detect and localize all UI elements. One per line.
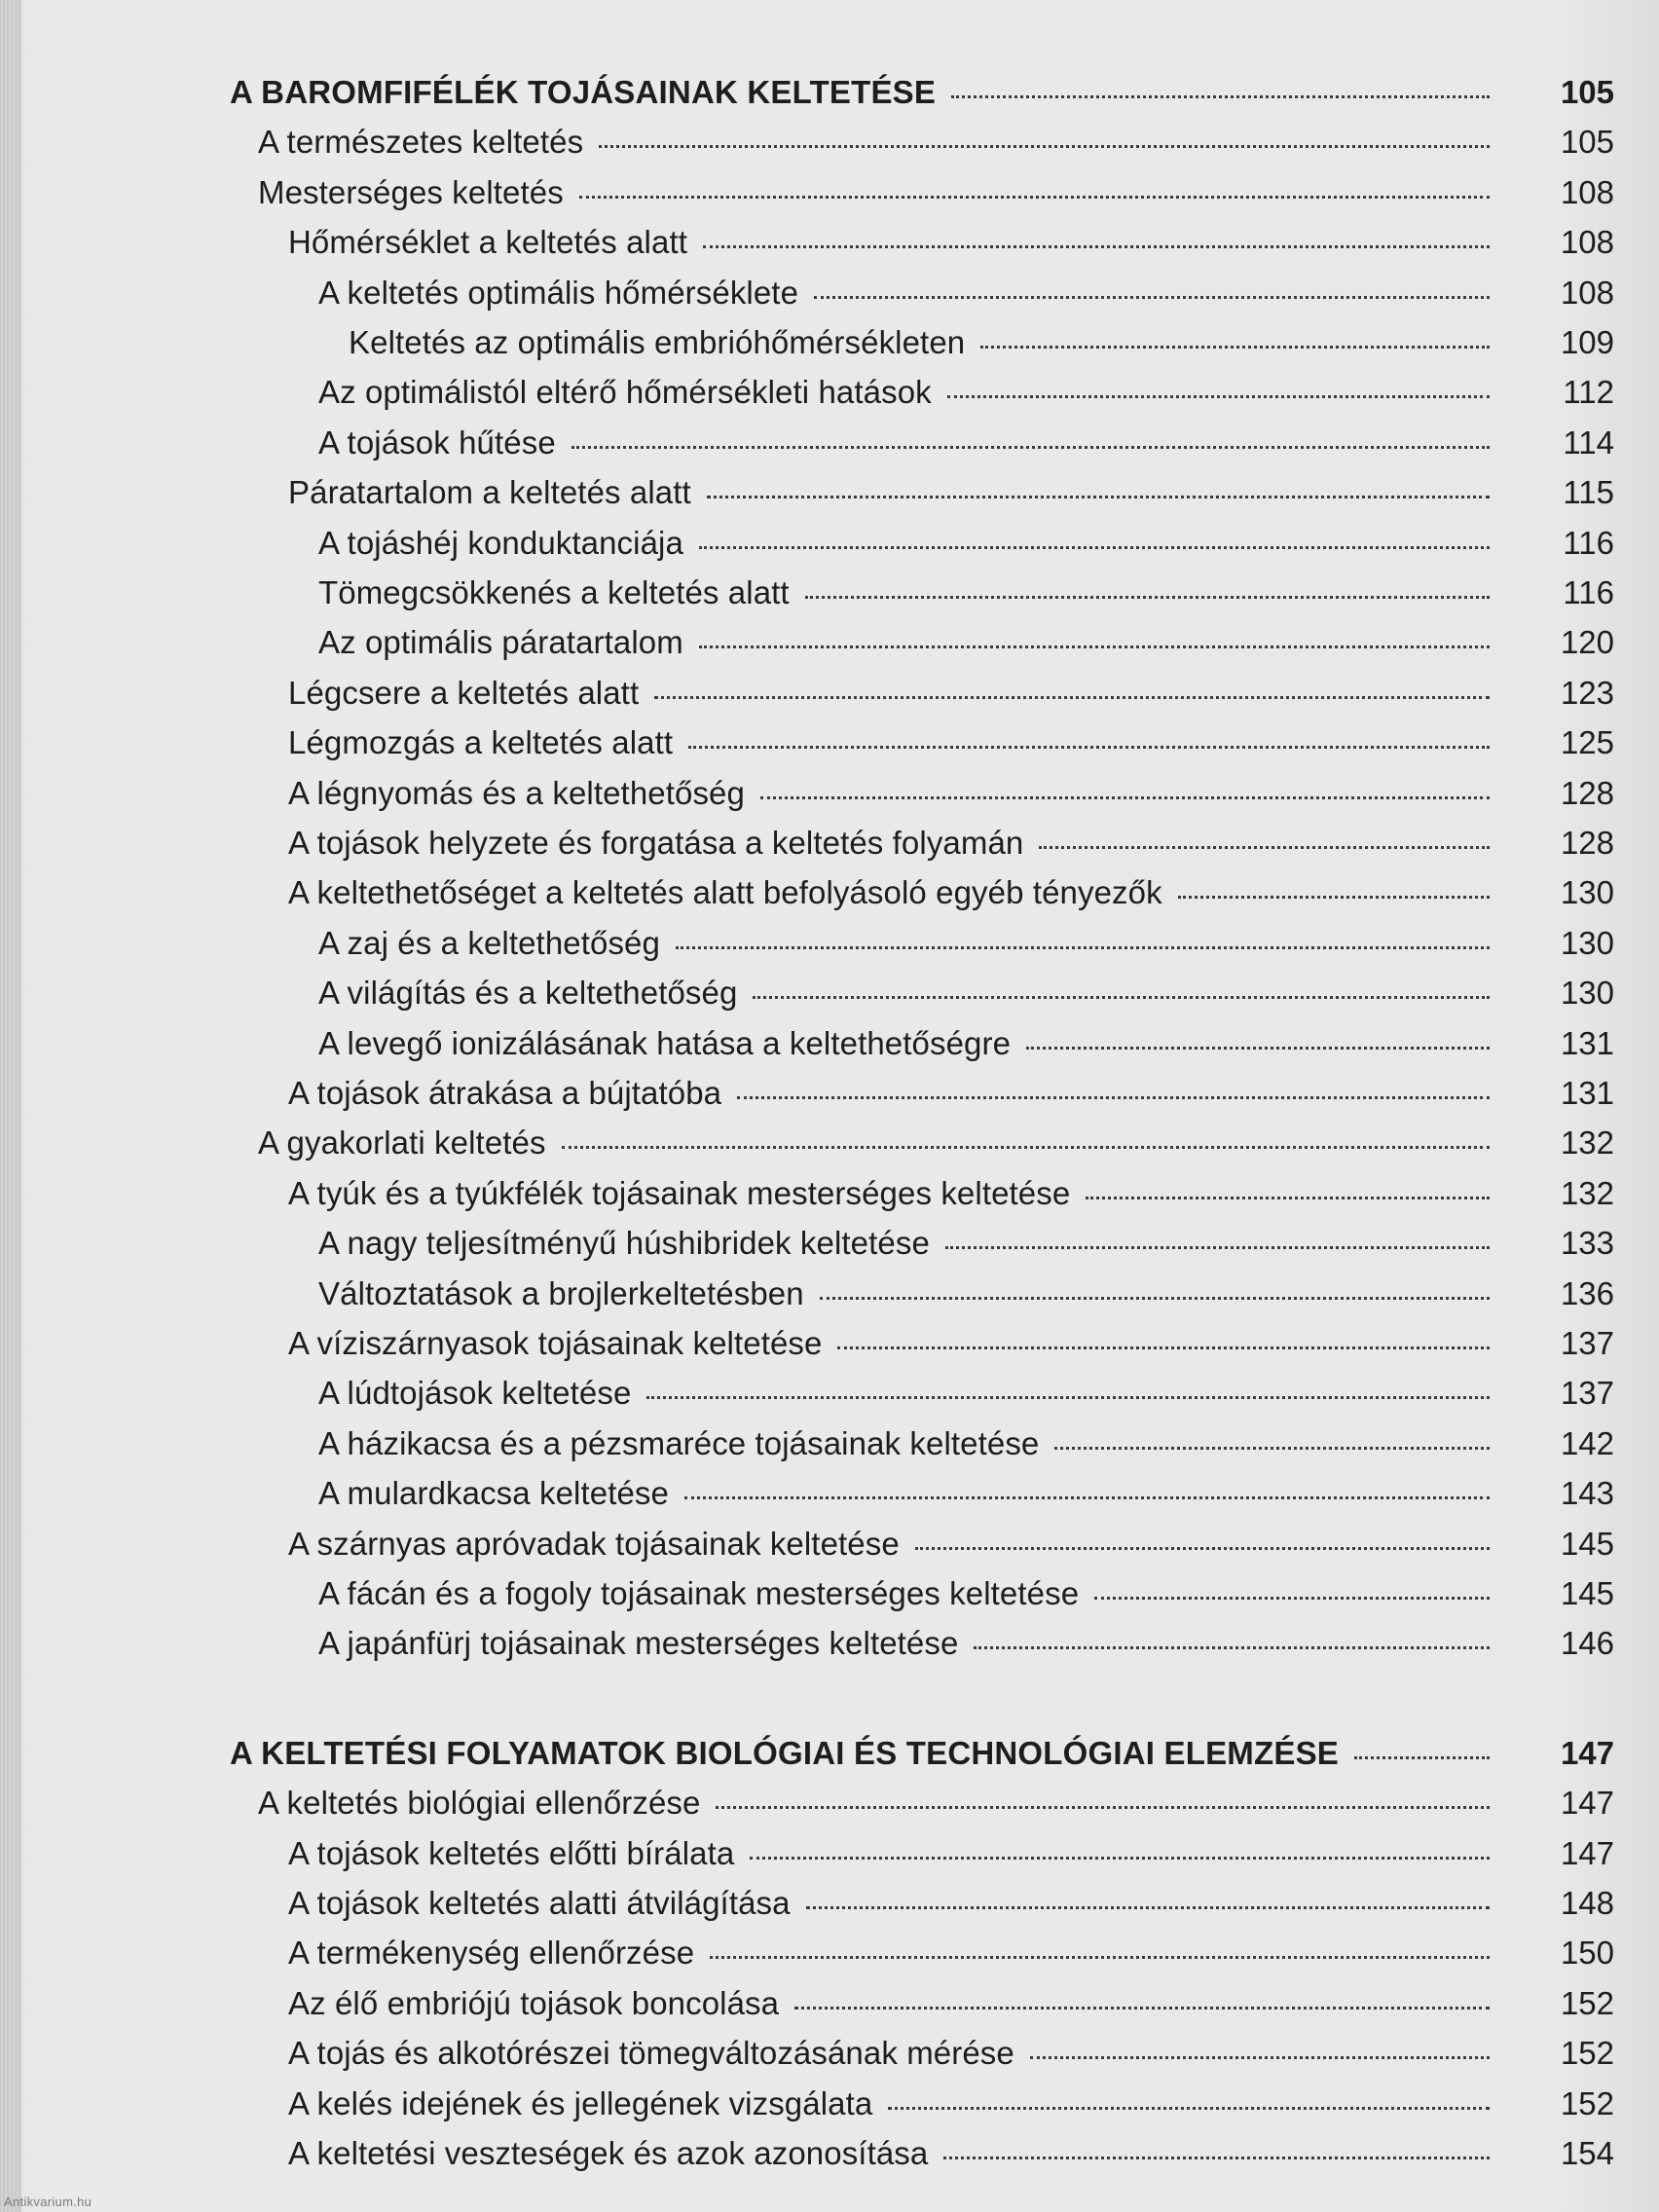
dot-leader [837, 1346, 1490, 1349]
toc-entry-title: A keltetés biológiai ellenőrzése [258, 1785, 701, 1821]
toc-entry-title: Változtatások a brojlerkeltetésben [318, 1275, 804, 1311]
toc-entry-title: A gyakorlati keltetés [258, 1124, 546, 1161]
toc-entry [0, 770, 1659, 817]
dot-leader [888, 2106, 1490, 2110]
toc-entry [0, 1420, 1659, 1467]
toc-entry-title: A világítás és a keltethetőség [318, 975, 738, 1011]
toc-entry [0, 2130, 1659, 2177]
toc-entry-title: A víziszárnyasok tojásainak keltetése [288, 1325, 823, 1361]
toc-entry-title: A nagy teljesítményű húshibridek keltetése [318, 1225, 930, 1261]
toc-entry-title: Az optimálistól eltérő hőmérsékleti hatások [318, 374, 932, 410]
toc-entry-title: A tojások átrakása a bújtatóba [288, 1075, 722, 1111]
dot-leader [699, 545, 1490, 549]
toc-entry [0, 1521, 1659, 1567]
toc-page-number: 128 [1560, 825, 1614, 861]
toc-entry-title: A mulardkacsa keltetése [318, 1475, 669, 1511]
dot-leader [571, 445, 1490, 449]
toc-page-number: 148 [1560, 1885, 1614, 1921]
toc-entry [0, 1930, 1659, 1976]
toc-entry-title: A termékenység ellenőrzése [288, 1935, 695, 1971]
dot-leader [1039, 845, 1490, 849]
dot-leader [599, 144, 1490, 148]
toc-entry-title: Keltetés az optimális embrióhőmérsékleten [349, 324, 966, 360]
toc-page-number: 132 [1560, 1124, 1614, 1161]
toc-page-number: 152 [1560, 2035, 1614, 2071]
dot-leader [805, 595, 1490, 599]
dot-leader [676, 945, 1490, 949]
toc-page-number: 147 [1560, 1735, 1614, 1771]
toc-page-number: 130 [1560, 874, 1614, 910]
toc-heading-title: A KELTETÉSI FOLYAMATOK BIOLÓGIAI ÉS TECHNOLÓGIAI ELEMZÉSE [230, 1735, 1339, 1771]
toc-page-number: 123 [1560, 675, 1614, 711]
toc-page-number: 116 [1563, 574, 1614, 610]
toc-page-number: 130 [1560, 975, 1614, 1011]
toc-entry [0, 1120, 1659, 1166]
toc-entry [0, 1271, 1659, 1317]
toc-entry-title: A természetes keltetés [258, 124, 584, 160]
toc-entry-title: A keltetés optimális hőmérséklete [318, 275, 799, 311]
dot-leader [814, 295, 1490, 299]
toc-entry-title: A keltetési veszteségek és azok azonosítása [288, 2135, 929, 2171]
toc-entry [0, 1070, 1659, 1117]
toc-entry [0, 920, 1659, 967]
dot-leader [699, 645, 1490, 648]
toc-entry-title: A légnyomás és a keltethetőség [288, 775, 745, 811]
dot-leader [1054, 1446, 1490, 1450]
toc-page-number: 128 [1560, 775, 1614, 811]
dot-leader [1026, 1046, 1490, 1050]
toc-entry [0, 1780, 1659, 1826]
toc-entry [0, 670, 1659, 717]
toc-page-number: 145 [1560, 1526, 1614, 1562]
dot-leader [915, 1546, 1490, 1550]
dot-leader [1178, 895, 1490, 899]
dot-leader [945, 1245, 1490, 1249]
toc-entry-title: A házikacsa és a pézsmaréce tojásainak keltetése [318, 1425, 1040, 1461]
toc-entry [0, 970, 1659, 1016]
toc-page-number: 143 [1560, 1475, 1614, 1511]
toc-entry [0, 2030, 1659, 2077]
toc-entry [0, 619, 1659, 666]
toc-entry [0, 169, 1659, 216]
dot-leader [688, 745, 1490, 749]
toc-entry [0, 820, 1659, 866]
toc-page-number: 114 [1563, 424, 1614, 461]
toc-page-number: 152 [1560, 2085, 1614, 2121]
dot-leader [974, 1645, 1490, 1649]
toc-entry [0, 1020, 1659, 1067]
toc-page-number: 137 [1560, 1375, 1614, 1411]
toc-entry [0, 369, 1659, 416]
toc-heading-title: A BAROMFIFÉLÉK TOJÁSAINAK KELTETÉSE [230, 74, 937, 110]
dot-leader [737, 1095, 1490, 1099]
dot-leader [1354, 1755, 1490, 1759]
toc-entry-title: A fácán és a fogoly tojásainak mesterséges keltetése [318, 1575, 1080, 1611]
toc-entry [0, 1370, 1659, 1417]
toc-entry-title: A keltethetőséget a keltetés alatt befolyásoló egyéb tényezők [288, 874, 1162, 910]
dot-leader [980, 345, 1490, 349]
toc-page-number: 112 [1563, 374, 1614, 410]
toc-page-number: 150 [1560, 1935, 1614, 1971]
dot-leader [820, 1296, 1490, 1300]
toc-page-number: 132 [1560, 1175, 1614, 1211]
toc-entry-title: A tyúk és a tyúkfélék tojásainak mesterséges keltetése [288, 1175, 1071, 1211]
toc-page-number: 109 [1560, 324, 1614, 360]
toc-page-number: 125 [1560, 724, 1614, 760]
dot-leader [951, 94, 1490, 98]
toc-entry [0, 420, 1659, 466]
toc-entry [0, 1570, 1659, 1617]
toc-page-number: 142 [1560, 1425, 1614, 1461]
dot-leader [794, 2006, 1490, 2009]
toc-entry [0, 570, 1659, 616]
toc-entry-title: A tojás és alkotórészei tömegváltozásának mérése [288, 2035, 1014, 2071]
toc-page-number: 145 [1560, 1575, 1614, 1611]
toc-page-number: 131 [1560, 1075, 1614, 1111]
dot-leader [1086, 1196, 1490, 1199]
dot-leader [806, 1905, 1490, 1909]
dot-leader [654, 695, 1490, 699]
toc-entry-title: A lúdtojások keltetése [318, 1375, 632, 1411]
toc-page-number: 147 [1560, 1785, 1614, 1821]
toc-entry-title: Mesterséges keltetés [258, 174, 564, 210]
toc-page-number: 108 [1560, 174, 1614, 210]
toc-entry-title: Hőmérséklet a keltetés alatt [288, 224, 687, 260]
toc-entry [0, 1830, 1659, 1877]
toc-page-number: 152 [1560, 1985, 1614, 2021]
toc-entry [0, 119, 1659, 166]
toc-page-number: 130 [1560, 925, 1614, 961]
toc-entry-title: A levegő ionizálásának hatása a keltethetőségre [318, 1025, 1012, 1061]
toc-page-number: 105 [1560, 124, 1614, 160]
dot-leader [684, 1495, 1490, 1499]
dot-leader [753, 995, 1490, 999]
toc-page-number: 147 [1560, 1835, 1614, 1871]
toc-entry [0, 520, 1659, 567]
dot-leader [947, 394, 1490, 398]
dot-leader [760, 795, 1490, 799]
toc-page-number: 108 [1560, 224, 1614, 260]
toc-heading [0, 1730, 1659, 1777]
toc-page-number: 131 [1560, 1025, 1614, 1061]
toc-entry [0, 1470, 1659, 1517]
toc-entry [0, 219, 1659, 266]
toc-entry [0, 1170, 1659, 1217]
toc-entry [0, 1320, 1659, 1367]
toc-entry [0, 1220, 1659, 1267]
dot-leader [1030, 2055, 1490, 2059]
toc-entry-title: A tojások keltetés előtti bírálata [288, 1835, 735, 1871]
toc-heading [0, 69, 1659, 116]
toc-entry-title: A tojások keltetés alatti átvilágítása [288, 1885, 791, 1921]
toc-page-number: 116 [1563, 525, 1614, 561]
dot-leader [707, 495, 1490, 498]
toc-entry [0, 1620, 1659, 1667]
toc-entry-title: A kelés idejének és jellegének vizsgálata [288, 2085, 873, 2121]
toc-entry-title: Légcsere a keltetés alatt [288, 675, 640, 711]
toc-page-number: 108 [1560, 275, 1614, 311]
toc-page-number: 146 [1560, 1625, 1614, 1661]
toc-entry-title: A japánfürj tojásainak mesterséges keltetése [318, 1625, 959, 1661]
dot-leader [1094, 1596, 1490, 1600]
toc-page-number: 154 [1560, 2135, 1614, 2171]
dot-leader [646, 1395, 1490, 1399]
toc-entry [0, 869, 1659, 916]
dot-leader [710, 1955, 1490, 1959]
toc-entry [0, 2081, 1659, 2127]
dot-leader [943, 2156, 1490, 2159]
dot-leader [562, 1145, 1490, 1149]
toc-entry [0, 270, 1659, 316]
toc-page-number: 137 [1560, 1325, 1614, 1361]
toc-entry [0, 1880, 1659, 1927]
toc-entry [0, 719, 1659, 766]
toc-page-number: 105 [1560, 74, 1614, 110]
toc-entry-title: Légmozgás a keltetés alatt [288, 724, 674, 760]
toc-page-number: 120 [1560, 624, 1614, 660]
toc-entry-title: A tojások helyzete és forgatása a keltetés folyamán [288, 825, 1024, 861]
toc-entry-title: A tojások hűtése [318, 424, 556, 461]
toc-entry-title: A szárnyas apróvadak tojásainak keltetése [288, 1526, 900, 1562]
toc-entry-title: Páratartalom a keltetés alatt [288, 474, 691, 510]
toc-entry-title: Tömegcsökkenés a keltetés alatt [318, 574, 790, 610]
dot-leader [703, 244, 1490, 248]
dot-leader [750, 1856, 1490, 1860]
toc-entry-title: A tojáshéj konduktanciája [318, 525, 683, 561]
toc-entry [0, 319, 1659, 366]
dot-leader [716, 1805, 1490, 1809]
toc-entry-title: Az optimális páratartalom [318, 624, 683, 660]
toc-page-number: 133 [1560, 1225, 1614, 1261]
toc-page-number: 136 [1560, 1275, 1614, 1311]
toc-entry-title: A zaj és a keltethetőség [318, 925, 660, 961]
watermark: Antikvarium.hu [4, 2194, 92, 2209]
toc-entry [0, 469, 1659, 516]
dot-leader [579, 195, 1490, 199]
toc-entry-title: Az élő embriójú tojások boncolása [288, 1985, 780, 2021]
toc-entry [0, 1980, 1659, 2027]
toc-page-number: 115 [1563, 474, 1614, 510]
